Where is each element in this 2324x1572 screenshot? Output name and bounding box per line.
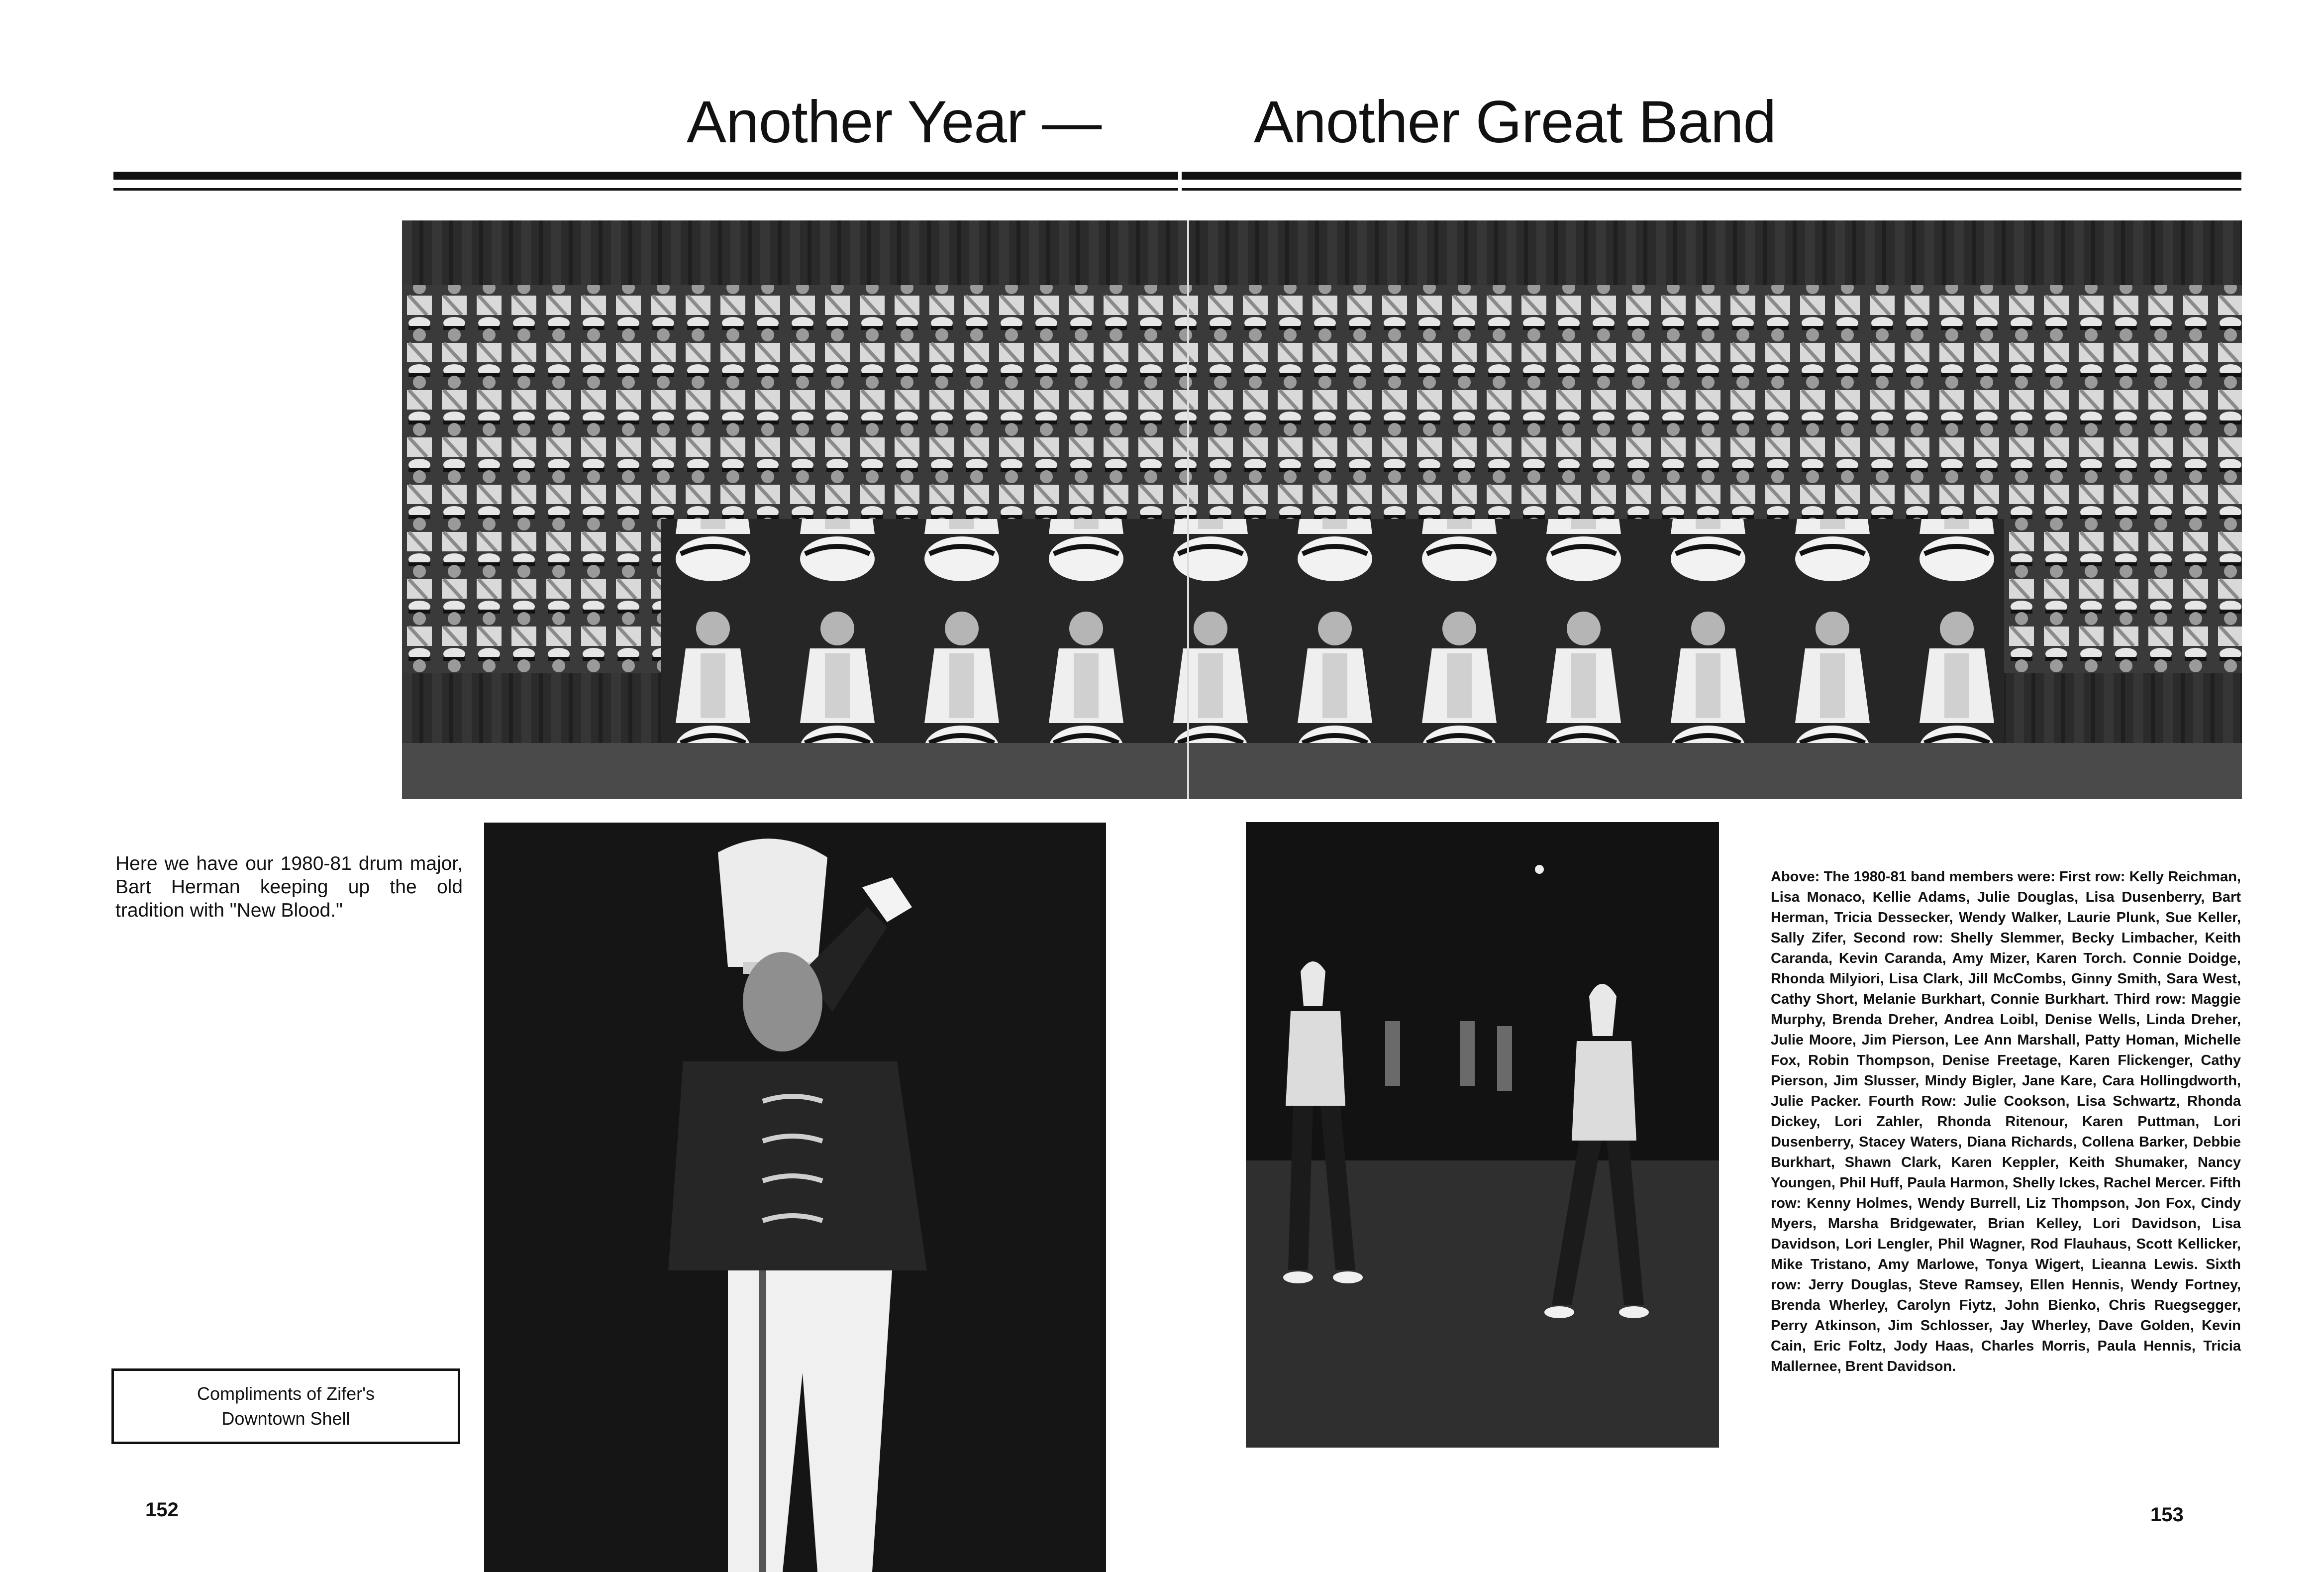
band-members-credits: Above: The 1980-81 band members were: First row: Kelly Reichman, Lisa Monaco, Kellie Adams, Julie Douglas, Lisa Dusenberry, Bart Herman, Tricia Dessecker, Wendy Walker, Laurie Plunk, Sue Keller, Sally Zifer, Second row: Shelly Slemmer, Becky Limbacher, Keith Caranda, Kevin Caranda, Amy Mizer, Karen Torch. Connie Doidge, Rhonda Milyiori, Lisa Clark, Jill McCombs, Ginny Smith, Sara West, Cathy Short, Melanie Burkhart, Connie Burkhart. Third row: Maggie Murphy, Brenda Dreher, Andrea Loibl, Denise Wells, Linda Dreher, Julie Moore, Jim Pierson, Lee Ann Marshall, Patty Homan, Michelle Fox, Robin Thompson, Denise Freetage, Karen Flickenger, Cathy Pierson, Jim Slusser, Mindy Bigler, Jane Kare, Cara Hollingdworth, Julie Packer. Fourth Row: Julie Cookson, Lisa Schwartz, Rhonda Dickey, Lori Zahler, Rhonda Ritenour, Karen Puttman, Lori Dusenberry, Stacey Waters, Diana Richards, Collena Barker, Debbie Burkhart, Shawn Clark, Karen Keppler, Keith Shumaker, Nancy Youngen, Phil Huff, Paula Harmon, Shelly Ickes, Rachel Mercer. Fifth row: Kenny Holmes, Wendy Burrell, Liz Thompson, Jon Fox, Cindy Myers, Marsha Bridgewater, Brian Kelley, Lori Davidson, Lisa Davidson, Lori Lengler, Phil Wagner, Rod Flauhaus, Scott Kellicker, Mike Tristano, Amy Marlowe, Tonya Wigert, Lieanna Lewis. Sixth row: Jerry Douglas, Steve Ramsey, Ellen Hennis, Wendy Fortney, Brenda Wherley, Carolyn Fiytz, John Bienko, Chris Ruegsegger, Perry Atkinson, Jim Schlosser, Jay Wherley, Dave Golden, Kevin Cain, Eric Foltz, Jody Haas, Charles Morris, Paula Hennis, Tricia Mallernee, Brent Davidson.	[1771, 869, 2241, 1374]
header-rule-thick-left	[113, 172, 1178, 180]
sponsor-ad-box	[111, 1368, 460, 1444]
spread-title-left: Another Year —	[687, 89, 1102, 155]
drum-major-photo	[484, 823, 1106, 1572]
page-number-right: 153	[2150, 1504, 2184, 1526]
field-marchers-photo-graphic	[1246, 822, 1719, 1448]
header-rule-thin-right	[1182, 188, 2241, 191]
header-rule-thick-right	[1182, 172, 2241, 180]
page-number-left: 152	[145, 1499, 179, 1521]
spread-title-right: Another Great Band	[1254, 89, 1776, 155]
header-rule-thin-left	[113, 188, 1178, 191]
field-marchers-photo	[1246, 822, 1719, 1448]
sponsor-ad-line-1: Compliments of Zifer's	[197, 1383, 375, 1404]
band-group-photo	[402, 220, 2242, 799]
drum-major-caption: Here we have our 1980-81 drum major, Bart Herman keeping up the old tradition with "New Blood."	[115, 853, 463, 921]
band-group-photo-graphic	[402, 220, 2242, 799]
drum-major-photo-graphic	[484, 823, 1106, 1572]
sponsor-ad-line-2: Downtown Shell	[221, 1408, 350, 1429]
